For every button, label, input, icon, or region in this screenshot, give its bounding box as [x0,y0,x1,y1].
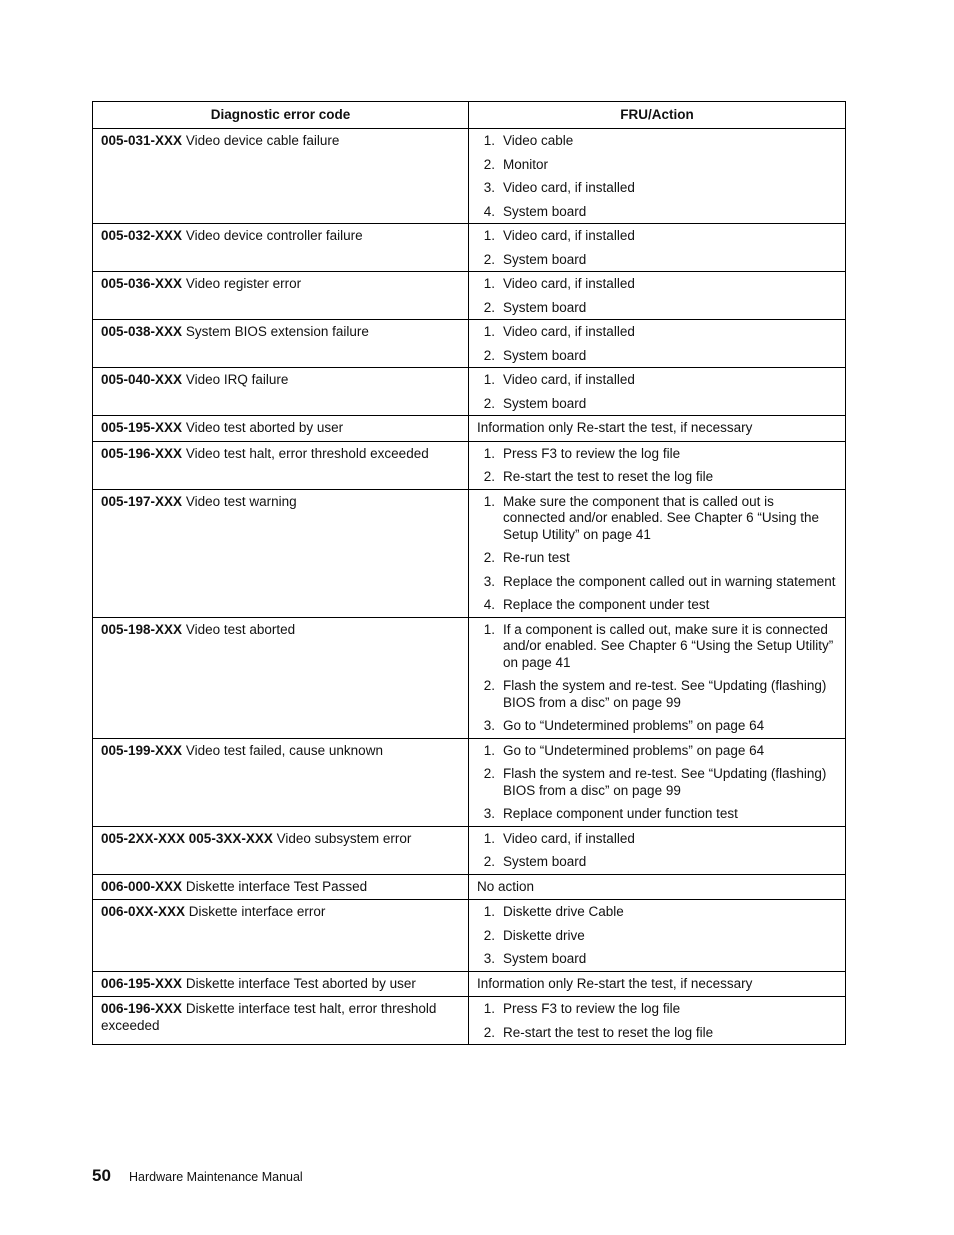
error-description: Video IRQ failure [182,372,289,387]
step-number: 2. [483,299,495,315]
step-text: Re-start the test to reset the log file [503,469,714,484]
diagnostic-error-table [92,101,846,1045]
column-header-code: Diagnostic error code [93,102,469,129]
table-row [93,368,846,416]
fru-action-cell [469,272,846,320]
error-code: 005-032-XXX [101,228,183,243]
error-code: 005-195-XXX [101,420,183,435]
error-code-cell [93,826,469,874]
step-text: Video card, if installed [503,372,635,387]
error-code: 005-031-XXX [101,133,183,148]
error-description: Video device controller failure [182,228,363,243]
step-text: Video card, if installed [503,830,635,846]
action-text: No action [477,878,535,894]
fru-action-cell [469,489,846,617]
step-number: 1. [483,276,495,291]
step-text: System board [503,951,587,966]
step-text: Go to “Undetermined problems” on page 64 [503,742,765,758]
error-code: 005-196-XXX [101,445,183,461]
step-number: 4. [483,203,495,219]
step-text: Replace the component under test [503,597,710,612]
step-number: 2. [483,347,495,363]
error-code: 006-196-XXX [101,1001,183,1016]
action-step [476,678,838,711]
action-step [476,831,838,848]
action-step [476,1025,838,1042]
action-step [476,550,838,567]
error-code: 006-0XX-XXX [101,904,186,919]
action-list [476,276,838,316]
step-text: System board [503,347,587,363]
step-number: 1. [483,324,495,339]
error-code-cell [93,441,469,489]
action-list [476,831,838,871]
error-code: 005-2XX-XXX 005-3XX-XXX [101,830,273,846]
action-list [476,904,838,968]
action-step [476,446,838,463]
action-step [476,469,838,486]
action-step [476,204,838,221]
action-list [476,372,838,412]
action-step [476,133,838,150]
table-row [93,489,846,617]
error-description: Video test aborted [182,621,296,637]
error-description: Video test halt, error threshold exceeded [182,445,429,461]
action-step [476,348,838,365]
error-description: Video test warning [182,493,297,509]
step-text: Re-run test [503,550,570,565]
step-text: Diskette drive Cable [503,904,624,919]
table-row [93,874,846,900]
step-number: 2. [483,395,495,411]
error-code-cell [93,900,469,972]
table-row [93,826,846,874]
step-number: 1. [483,133,495,148]
action-step [476,1001,838,1018]
step-number: 2. [483,766,495,781]
error-code-cell [93,971,469,997]
error-description: Video register error [182,276,302,291]
fru-action-cell [469,368,846,416]
table-row [93,617,846,738]
fru-action-cell [469,129,846,224]
error-code: 005-036-XXX [101,276,183,291]
column-header-action: FRU/Action [469,102,846,129]
step-text: Go to “Undetermined problems” on page 64 [503,718,765,733]
action-step [476,574,838,591]
fru-action-cell [469,971,846,997]
step-number: 1. [483,372,495,387]
action-step [476,597,838,614]
manual-title: Hardware Maintenance Manual [129,1170,303,1184]
step-number: 1. [483,904,495,919]
action-step [476,372,838,389]
step-number: 3. [483,573,495,589]
action-list [476,494,838,614]
error-description: Diskette interface Test Passed [182,878,368,894]
step-text: Flash the system and re-test. See “Updating (flashing) BIOS from a disc” on page 99 [503,766,827,798]
step-number: 1. [483,1001,495,1016]
table-row [93,272,846,320]
action-step [476,904,838,921]
fru-action-cell [469,738,846,826]
error-description: Video subsystem error [272,830,412,846]
error-code-cell [93,617,469,738]
fru-action-cell [469,997,846,1045]
step-number: 1. [483,228,495,243]
error-code: 005-197-XXX [101,493,183,509]
step-number: 3. [483,951,495,966]
step-text: System board [503,251,587,267]
action-step [476,228,838,245]
action-text: Information only Re-start the test, if necessary [477,420,753,435]
action-step [476,300,838,317]
table-row [93,129,846,224]
step-number: 3. [483,180,495,195]
step-number: 1. [483,493,495,509]
error-description: Video device cable failure [182,133,340,148]
action-step [476,743,838,760]
step-text: Make sure the component that is called out is connected and/or enabled. See Chapter 6 “Using the Setup Utility” on page 41 [503,493,819,542]
page-number: 50 [92,1166,111,1185]
action-step [476,766,838,799]
table-row [93,224,846,272]
table-header-row [93,102,846,129]
step-text: Diskette drive [503,927,585,943]
error-code-cell [93,129,469,224]
table-row [93,441,846,489]
table-row [93,738,846,826]
step-number: 3. [483,806,495,821]
action-list [476,743,838,823]
error-code-cell [93,489,469,617]
step-number: 1. [483,830,495,846]
action-step [476,396,838,413]
step-text: Flash the system and re-test. See “Updating (flashing) BIOS from a disc” on page 99 [503,678,827,710]
fru-action-cell [469,320,846,368]
error-code: 005-198-XXX [101,621,183,637]
action-step [476,324,838,341]
action-list [476,622,838,735]
action-step [476,622,838,672]
step-text: Video card, if installed [503,324,635,339]
table-row [93,971,846,997]
action-list [476,1001,838,1041]
step-text: If a component is called out, make sure it is connected and/or enabled. See Chapter 6 “Using the Setup Utility” on page 41 [503,621,834,670]
step-number: 4. [483,597,495,612]
step-number: 3. [483,718,495,733]
error-description: Diskette interface Test aborted by user [182,975,416,991]
error-description: Video test aborted by user [182,420,344,435]
error-description: Video test failed, cause unknown [182,742,383,758]
step-number: 2. [483,854,495,869]
step-text: Replace component under function test [503,806,738,821]
error-description: System BIOS extension failure [182,324,369,339]
error-code-cell [93,997,469,1045]
error-description: Diskette interface error [185,904,326,919]
step-text: Re-start the test to reset the log file [503,1024,714,1040]
step-number: 2. [483,927,495,943]
step-text: Replace the component called out in warning statement [503,573,836,589]
error-code-cell [93,224,469,272]
action-list [476,228,838,268]
action-step [476,854,838,871]
action-list [476,446,838,486]
action-step [476,157,838,174]
table-row [93,416,846,442]
fru-action-cell [469,441,846,489]
table-body [93,129,846,1045]
page-footer [92,1166,303,1186]
action-step [476,928,838,945]
action-step [476,252,838,269]
action-step [476,718,838,735]
action-list [476,133,838,220]
step-number: 1. [483,742,495,758]
step-number: 2. [483,156,495,172]
step-text: Press F3 to review the log file [503,445,681,461]
step-number: 2. [483,251,495,267]
step-number: 1. [483,621,495,637]
action-step [476,494,838,544]
error-code-cell [93,368,469,416]
action-step [476,806,838,823]
error-code: 006-195-XXX [101,975,183,991]
action-step [476,180,838,197]
error-code-cell [93,320,469,368]
step-text: Video cable [503,133,574,148]
step-number: 2. [483,550,495,565]
step-text: Press F3 to review the log file [503,1001,681,1016]
step-number: 2. [483,678,495,693]
error-description: Diskette interface test halt, error threshold exceeded [101,1001,437,1033]
table-row [93,997,846,1045]
step-number: 1. [483,445,495,461]
error-code: 006-000-XXX [101,878,183,894]
table-row [93,320,846,368]
fru-action-cell [469,416,846,442]
step-text: System board [503,854,587,869]
error-code: 005-040-XXX [101,372,183,387]
fru-action-cell [469,900,846,972]
error-code-cell [93,416,469,442]
error-code-cell [93,272,469,320]
fru-action-cell [469,617,846,738]
step-text: Monitor [503,156,549,172]
action-step [476,951,838,968]
fru-action-cell [469,874,846,900]
step-text: Video card, if installed [503,228,635,243]
step-number: 2. [483,469,495,484]
fru-action-cell [469,224,846,272]
action-text: Information only Re-start the test, if necessary [477,975,753,991]
fru-action-cell [469,826,846,874]
step-text: System board [503,203,587,219]
step-text: Video card, if installed [503,180,635,195]
error-code-cell [93,874,469,900]
error-code: 005-199-XXX [101,742,183,758]
step-number: 2. [483,1024,495,1040]
step-text: System board [503,299,587,315]
step-text: Video card, if installed [503,276,635,291]
error-code-cell [93,738,469,826]
error-code: 005-038-XXX [101,324,183,339]
action-list [476,324,838,364]
table-row [93,900,846,972]
action-step [476,276,838,293]
step-text: System board [503,395,587,411]
